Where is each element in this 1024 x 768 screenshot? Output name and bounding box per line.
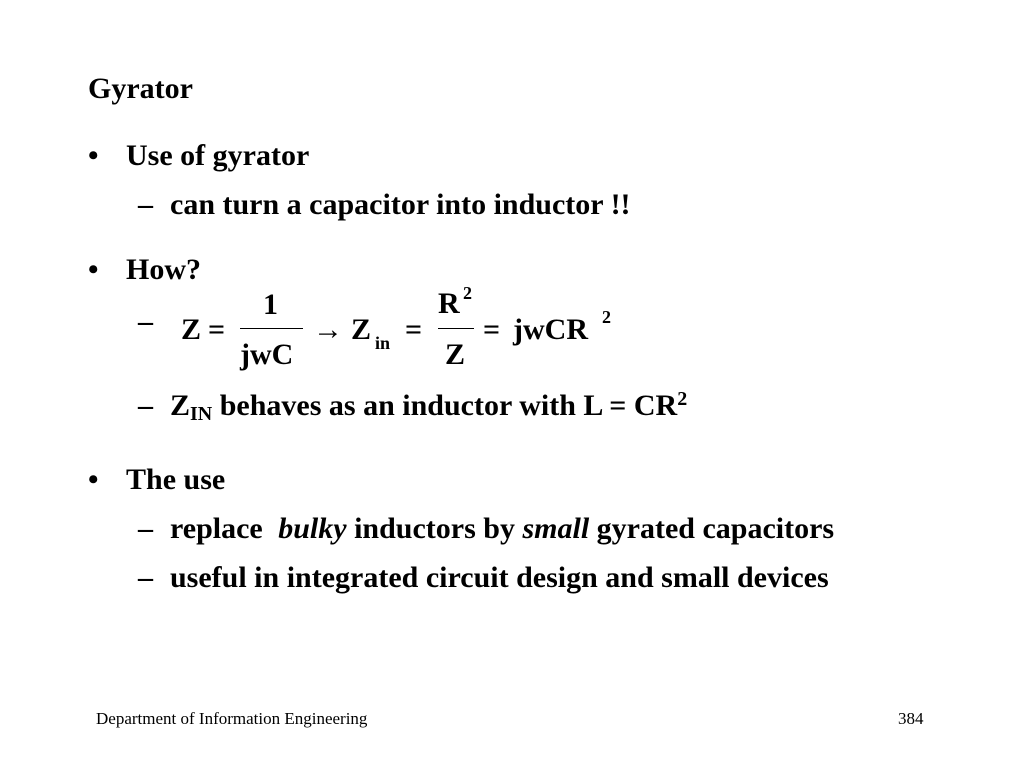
bullet-marker: • (88, 463, 99, 496)
fraction-numerator: 1 (263, 288, 278, 321)
fraction-numerator: R (438, 287, 460, 320)
superscript: 2 (677, 388, 688, 410)
slide-title: Gyrator (88, 72, 193, 105)
z-in-base: Z (351, 313, 372, 346)
fraction-denominator: jwC (240, 338, 294, 371)
z-in-subscript: in (375, 333, 391, 353)
sub-bullet-text: can turn a capacitor into inductor !! (170, 188, 631, 221)
dash-marker: – (138, 305, 153, 338)
fraction-denominator: Z (445, 338, 466, 371)
dash-marker: – (138, 389, 153, 422)
formula-equals: = (483, 313, 501, 346)
bullet-marker: • (88, 139, 99, 172)
sub-bullet-item (138, 511, 834, 547)
emphasis-text: bulky (278, 512, 347, 545)
sub-bullet-text: useful in integrated circuit design and small devices (170, 561, 829, 594)
formula-equals: = (405, 313, 423, 346)
bullet-marker: • (88, 253, 99, 286)
footer-department: Department of Information Engineering (96, 709, 368, 728)
sub-bullet-text: gyrated capacitors (589, 512, 835, 545)
sub-bullet-item (138, 560, 829, 596)
z-symbol: Z (170, 389, 191, 422)
dash-marker: – (138, 512, 153, 545)
formula-z: Z (181, 313, 202, 346)
formula-result: jwCR (513, 313, 588, 346)
sub-bullet-text: behaves as an inductor with L = CR (212, 389, 678, 422)
subscript: IN (190, 403, 213, 425)
arrow-symbol: → (313, 313, 343, 346)
bullet-text: The use (126, 463, 226, 496)
dash-marker: – (138, 188, 153, 221)
sub-bullet-item (138, 388, 687, 424)
dash-marker: – (138, 561, 153, 594)
bullet-text: How? (126, 253, 201, 286)
superscript: 2 (463, 283, 472, 303)
emphasis-text: small (522, 512, 590, 545)
formula-equals: = (208, 313, 226, 346)
sub-bullet-text: replace (170, 512, 271, 545)
superscript: 2 (602, 307, 611, 327)
fraction-bar (438, 328, 474, 329)
bullet-text: Use of gyrator (126, 139, 310, 172)
fraction-bar (240, 328, 303, 329)
sub-bullet-text: inductors by (346, 512, 523, 545)
bullet-item (88, 462, 225, 498)
footer-page-number: 384 (898, 709, 924, 728)
